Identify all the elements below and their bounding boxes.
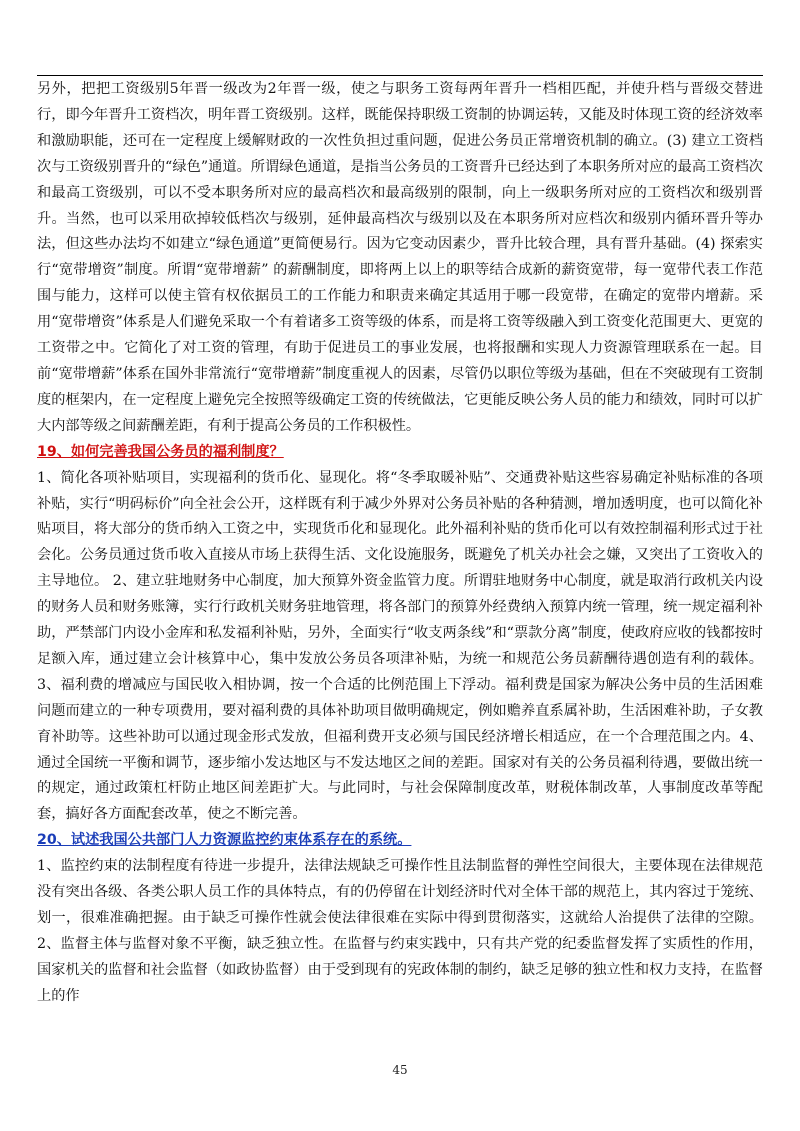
page-number: 45: [392, 1063, 408, 1077]
question-20-title: 20、试述我国公共部门人力资源监控约束体系存在的系统。: [37, 832, 412, 849]
question-19-title: 19、如何完善我国公务员的福利制度？: [37, 443, 284, 460]
continuation-paragraph: 另外，把把工资级别5年晋一级改为2年晋一级，使之与职务工资每两年晋升一档相匹配，并使升档与晋级交替进行，即今年晋升工资档次，明年晋工资级别。这样，既能保持职级工资制的协调运转，又能及时体现工资的经济效率和激励职能，还可在一定程度上缓解财政的一次性负担过重问题，促进公务员正常增资机制的确立。(3) 建立工资档次与工资级别晋升的“绿色”通道。所谓绿色通道，是指当公务员的工资晋升已经达到了本职务所对应的最高工资档次和最高工资级别，可以不受本职务所对应的最高档次和最高级别的限制，向上一级职务所对应的工资档次和级别晋升。当然，也可以采用砍掉较低档次与级别，延伸最高档次与级别以及在本职务所对应档次和级别内循环晋升等办法，但这些办法均不如建立“绿色通道”更简便易行。因为它变动因素少，晋升比较合理，具有晋升基础。(4) 探索实行“宽带增资”制度。所谓“宽带增薪” 的薪酬制度，即将两上以上的职等结合成新的薪资宽带，每一宽带代表工作范围与能力，这样可以使主管有权依据员工的工作能力和职责来确定其适用于哪一段宽带，在确定的宽带内增薪。采用“宽带增资”体系是人们避免采取一个有着诸多工资等级的体系，而是将工资等级融入到工资变化范围更大、更宽的工资带之中。它简化了对工资的管理，有助于促进员工的事业发展，也将报酬和实现人力资源管理联系在一起。目前“宽带增薪”体系在国外非常流行“宽带增薪”制度重视人的因素，尽管仍以职位等级为基础，但在不突破现有工资制度的框架内，在一定程度上避免完全按照等级确定工资的传统做法，它更能反映公务人员的能力和绩效，同时可以扩大内部等级之间薪酬差距，有利于提高公务员的工作积极性。: [37, 81, 763, 434]
question-19-heading: [37, 440, 763, 466]
question-20-heading: [37, 828, 763, 854]
question-20-answer: 1、监控约束的法制程度有待进一步提升，法律法规缺乏可操作性且法制监督的弹性空间很大，主要体现在法律规范没有突出各级、各类公职人员工作的具体特点，有的仍停留在计划经济时代对全体干部的规范上，其内容过于笼统、划一，很难准确把握。由于缺乏可操作性就会使法律很难在实际中得到贯彻落实，这就给人治提供了法律的空隙。2、监督主体与监督对象不平衡，缺乏独立性。在监督与约束实践中，只有共产党的纪委监督发挥了实质性的作用，国家机关的监督和社会监督（如政协监督）由于受到现有的宪政体制的制约，缺乏足够的独立性和权力支持，在监督上的作: [37, 858, 763, 1004]
question-19-answer: 1、简化各项补贴项目，实现福利的货币化、显现化。将“冬季取暖补贴”、交通费补贴这些容易确定补贴标准的各项补贴，实行“明码标价”向全社会公开，这样既有利于减少外界对公务员补贴的各种猜测，增加透明度，也可以简化补贴项目，将大部分的货币纳入工资之中，实现货币化和显现化。此外福利补贴的货币化可以有效控制福利形式过于社会化。公务员通过货币收入直接从市场上获得生活、文化设施服务，既避免了机关办社会之嫌，又突出了工资收入的主导地位。 2、建立驻地财务中心制度，加大预算外资金监管力度。所谓驻地财务中心制度，就是取消行政机关内设的财务人员和财务账簿，实行行政机关财务驻地管理，将各部门的预算外经费纳入预算内统一管理，统一规定福利补助，严禁部门内设小金库和私发福利补贴，另外，全面实行“收支两条线”和“票款分离”制度，使政府应收的钱都按时足额入库，通过建立会计核算中心，集中发放公务员各项津补贴，为统一和规范公务员薪酬待遇创造有利的载体。 3、福利费的增减应与国民收入相协调，按一个合适的比例范围上下浮动。福利费是国家为解决公务中员的生活困难问题而建立的一种专项费用，要对福利费的具体补助项目做明确规定，例如赡养直系属补助，生活困难补助，子女教育补助等。这些补助可以通过现金形式发放，但福利费开支必须与国民经济增长相适应，在一个合理范围之内。4、通过全国统一平衡和调节，逐步缩小发达地区与不发达地区之间的差距。国家对有关的公务员福利待遇，要做出统一的规定，通过政策杠杆防止地区间差距扩大。与此同时，与社会保障制度改革，财税体制改革，人事制度改革等配套，搞好各方面配套改革，使之不断完善。: [37, 469, 763, 823]
header-rule: [37, 75, 763, 76]
page-content: [37, 77, 763, 1010]
